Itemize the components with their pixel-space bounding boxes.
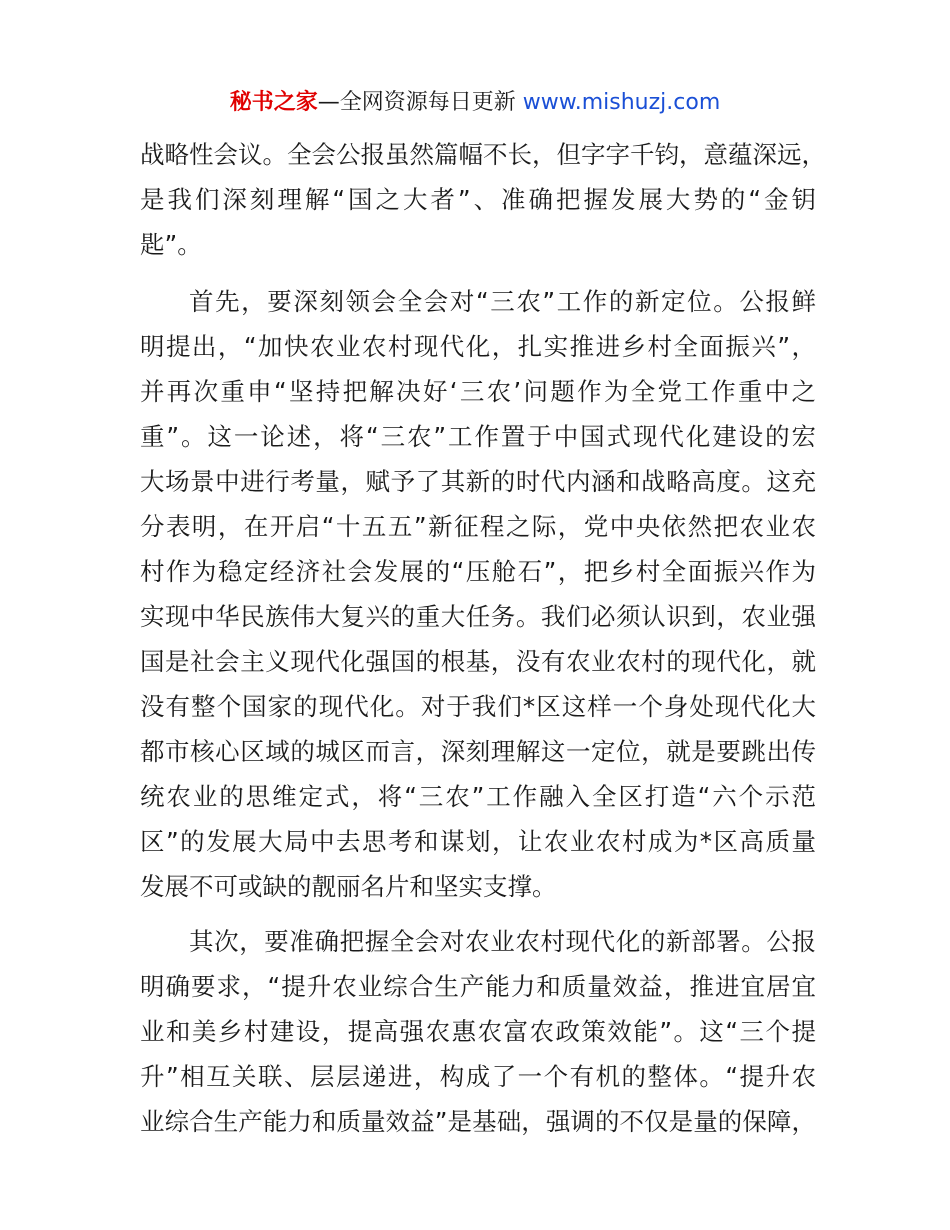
text-line: 匙”。: [140, 230, 202, 259]
header-tagline: —全网资源每日更新: [317, 90, 523, 115]
brand-name: 秘书之家: [229, 90, 318, 115]
text-line: 明确要求，“提升农业综合生产能力和质量效益，推进宜居宜: [140, 972, 816, 1001]
text-line: 是我们深刻理解“国之大者”、准确把握发展大势的“金钥: [140, 185, 816, 214]
text-line: 并再次重申“坚持把解决好‘三农’问题作为全党工作重中之: [140, 377, 816, 406]
text-line: 明提出，“加快农业农村现代化，扎实推进乡村全面振兴”，: [140, 332, 816, 361]
text-line: 统农业的思维定式，将“三农”工作融入全区打造“六个示范: [140, 782, 816, 811]
paragraph-2: [140, 279, 816, 909]
text-line: 大场景中进行考量，赋予了其新的时代内涵和战略高度。这充: [140, 467, 816, 496]
document-body: [140, 132, 826, 1154]
text-line: 其次，要准确把握全会对农业农村现代化的新部署。公报: [189, 927, 816, 956]
text-line: 国是社会主义现代化强国的根基，没有农业农村的现代化，就: [140, 647, 816, 676]
site-header: [0, 88, 950, 118]
text-line: 重”。这一论述，将“三农”工作置于中国式现代化建设的宏: [140, 422, 816, 451]
text-line: 业和美乡村建设，提高强农惠农富农政策效能”。这“三个提: [140, 1017, 816, 1046]
site-url-link[interactable]: www.mishuzj.com: [522, 90, 721, 115]
text-line: 战略性会议。全会公报虽然篇幅不长，但字字千钧，意蕴深远，: [140, 140, 826, 169]
text-line: 村作为稳定经济社会发展的“压舱石”，把乡村全面振兴作为: [140, 557, 816, 586]
text-line: 区”的发展大局中去思考和谋划，让农业农村成为*区高质量: [140, 827, 816, 856]
paragraph-3: [140, 919, 816, 1144]
text-line: 发展不可或缺的靓丽名片和坚实支撑。: [140, 872, 557, 901]
text-line: 业综合生产能力和质量效益”是基础，强调的不仅是量的保障，: [140, 1107, 816, 1136]
text-line: 都市核心区域的城区而言，深刻理解这一定位，就是要跳出传: [140, 737, 816, 766]
text-line: 首先，要深刻领会全会对“三农”工作的新定位。公报鲜: [189, 287, 816, 316]
text-line: 升”相互关联、层层递进，构成了一个有机的整体。“提升农: [140, 1062, 816, 1091]
text-line: 没有整个国家的现代化。对于我们*区这样一个身处现代化大: [140, 692, 816, 721]
text-line: 分表明，在开启“十五五”新征程之际，党中央依然把农业农: [140, 512, 816, 541]
paragraph-1: [140, 132, 826, 267]
text-line: 实现中华民族伟大复兴的重大任务。我们必须认识到，农业强: [140, 602, 816, 631]
